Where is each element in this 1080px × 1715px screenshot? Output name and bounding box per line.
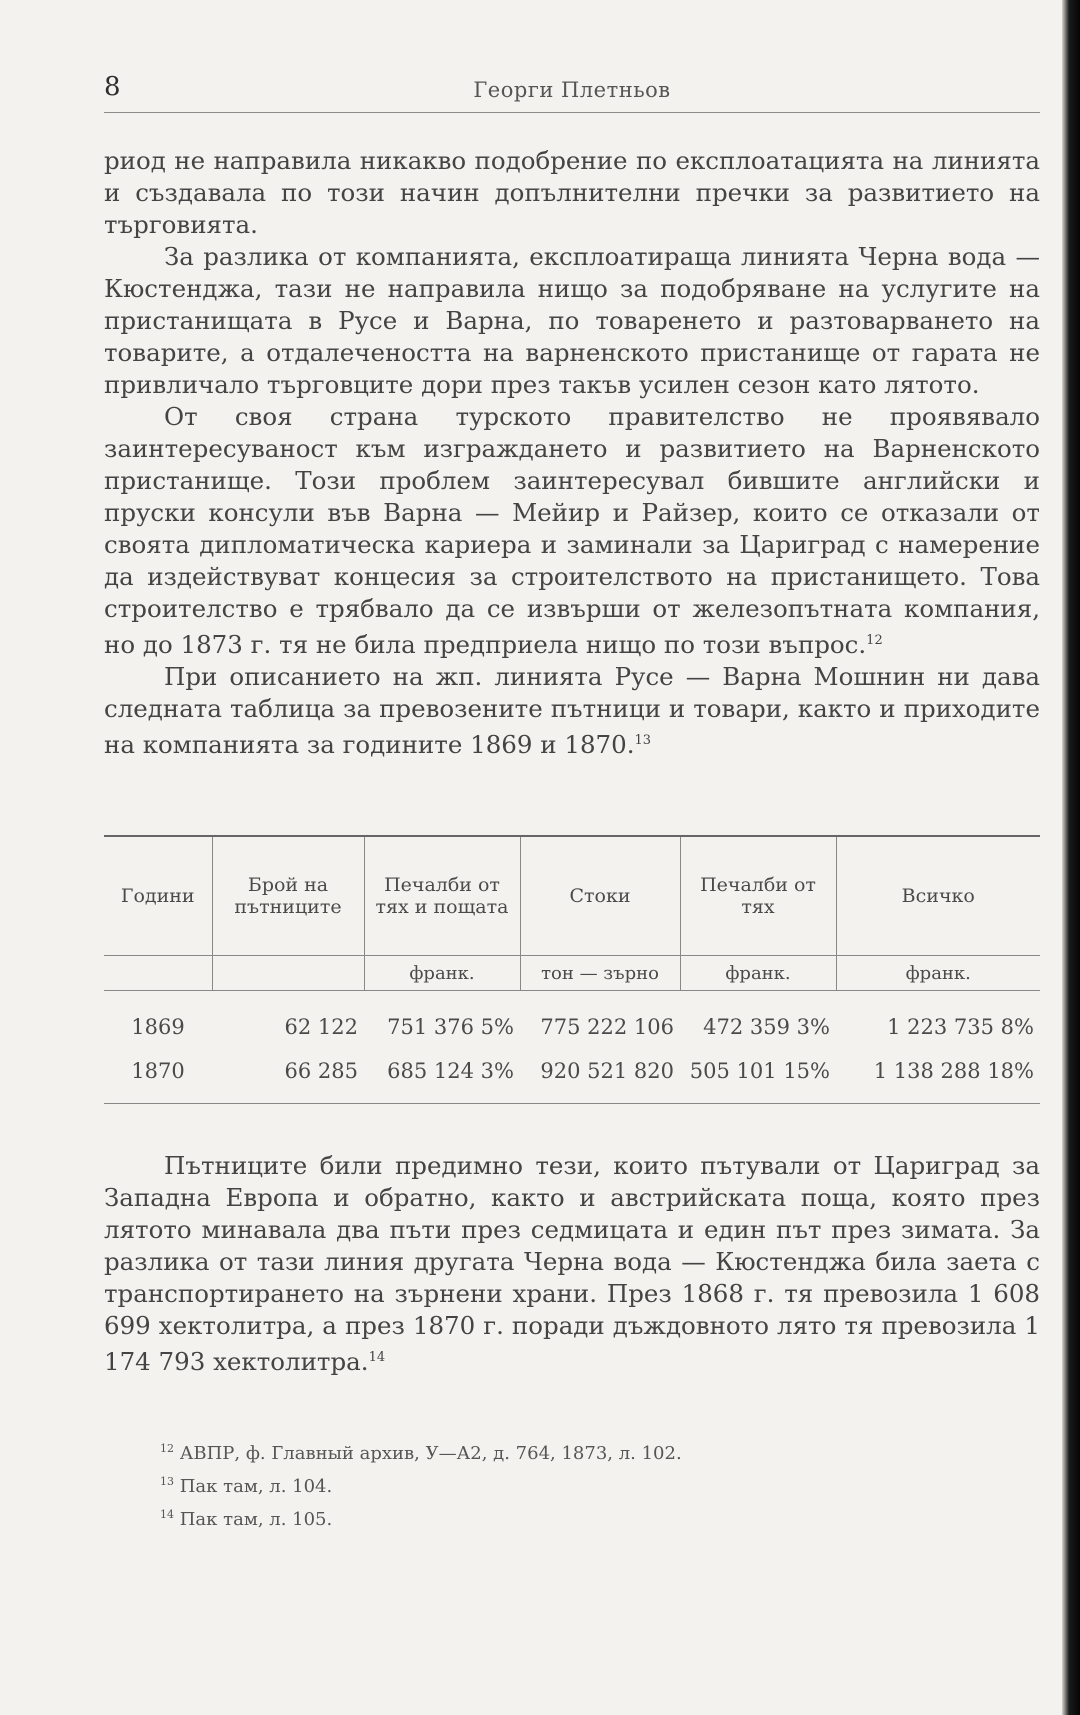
unit-cell: франк.: [836, 956, 1040, 991]
page-number: 8: [104, 72, 121, 102]
table-row: 1870 66 285 685 124 3% 920 521 820 505 101 15% 1 138 288 18%: [131, 1059, 1034, 1083]
paragraph: За разлика от компанията, експлоатираща линията Черна вода — Кюстенджа, тази не направила нищо за подобряване на услугите на пристанищата в Русе и Варна, по товаренето и разтоварването на товарите, а отдалечеността на варненското пристанище от гарата не привличало търговците дори през такъв усилен сезон като лятото.: [104, 242, 1040, 399]
running-title: Георги Плетньов: [473, 78, 671, 102]
unit-cell: франк.: [364, 956, 520, 991]
table-header-row: [104, 836, 1040, 956]
footnote-ref: 13: [634, 733, 652, 749]
col-header-goods: Стоки: [520, 836, 680, 956]
footnote-ref: 14: [368, 1350, 386, 1365]
paragraph: При описанието на жп. линията Русе — Варна Мошнин ни дава следната таблица за превозените пътници и товари, както и приходите на компанията за годините 1869 и 1870.13: [104, 662, 1040, 760]
footnote: $^{14}$ Пак там, л. 105.: [160, 1508, 333, 1530]
unit-cell: тон — зърно: [520, 956, 680, 991]
table-row: 1869 62 122 751 376 5% 775 222 106 472 359 3% 1 223 735 8%: [131, 1015, 1034, 1039]
traffic-table: [104, 835, 1040, 1104]
table-units-row: [104, 956, 1040, 991]
body-text-bottom: [104, 1150, 1040, 1378]
paragraph: Пътниците били предимно тези, които пътували от Цариград за Западна Европа и обратно, както и австрийската поща, която през лятото минавала два пъти през седмицата и един път през зимата. За разлика от тази линия другата Черна вода — Кюстенджа била заета с транспортирането на зърнени храни. През 1868 г. тя превозила 1 608 699 хектолитра, а през 1870 г. поради дъждовното лято тя превозила 1 174 793 хектолитра.$^{14}$: [104, 1151, 1040, 1377]
col-header-profit-passengers: Печалби от тях и пощата: [364, 836, 520, 956]
paragraph: От своя страна турското правителство не проявявало заинтересуваност към изграждането и развитието на Варненското пристанище. Този проблем заинтересувал бившите английски и пруски консули във Варна — Мейир и Райзер, които се отказали от своята дипломатическа кариера и заминали за Цариград с намерение да издействуват концесия за строителството на пристанището. Това строителство е трябвало да се извърши от железопътната компания, но до 1873 г. тя не била предприела нищо по този въпрос.$^{12}$: [104, 402, 1040, 660]
paragraph: риод не направила никакво подобрение по експлоатацията на линията и създавала по този начин допълнителни пречки за развитието на търговията.: [104, 146, 1040, 239]
col-header-total: Всичко: [836, 836, 1040, 956]
col-header-profit-goods: Печалби от тях: [680, 836, 836, 956]
col-header-years: Години: [120, 885, 195, 907]
page-header: [104, 72, 1040, 113]
footnotes: [160, 1435, 682, 1534]
body-text-top: [104, 145, 1040, 761]
unit-cell: франк.: [680, 956, 836, 991]
footnote: $^{12}$ АВПР, ф. Главный архив, У—А2, д. 764, 1873, л. 102.: [160, 1442, 682, 1464]
col-header-passengers: Брой на пътниците: [212, 836, 364, 956]
binding-edge: [1062, 0, 1080, 1715]
footnote: $^{13}$ Пак там, л. 104.: [160, 1475, 333, 1497]
footnote-ref: 12: [866, 633, 883, 648]
